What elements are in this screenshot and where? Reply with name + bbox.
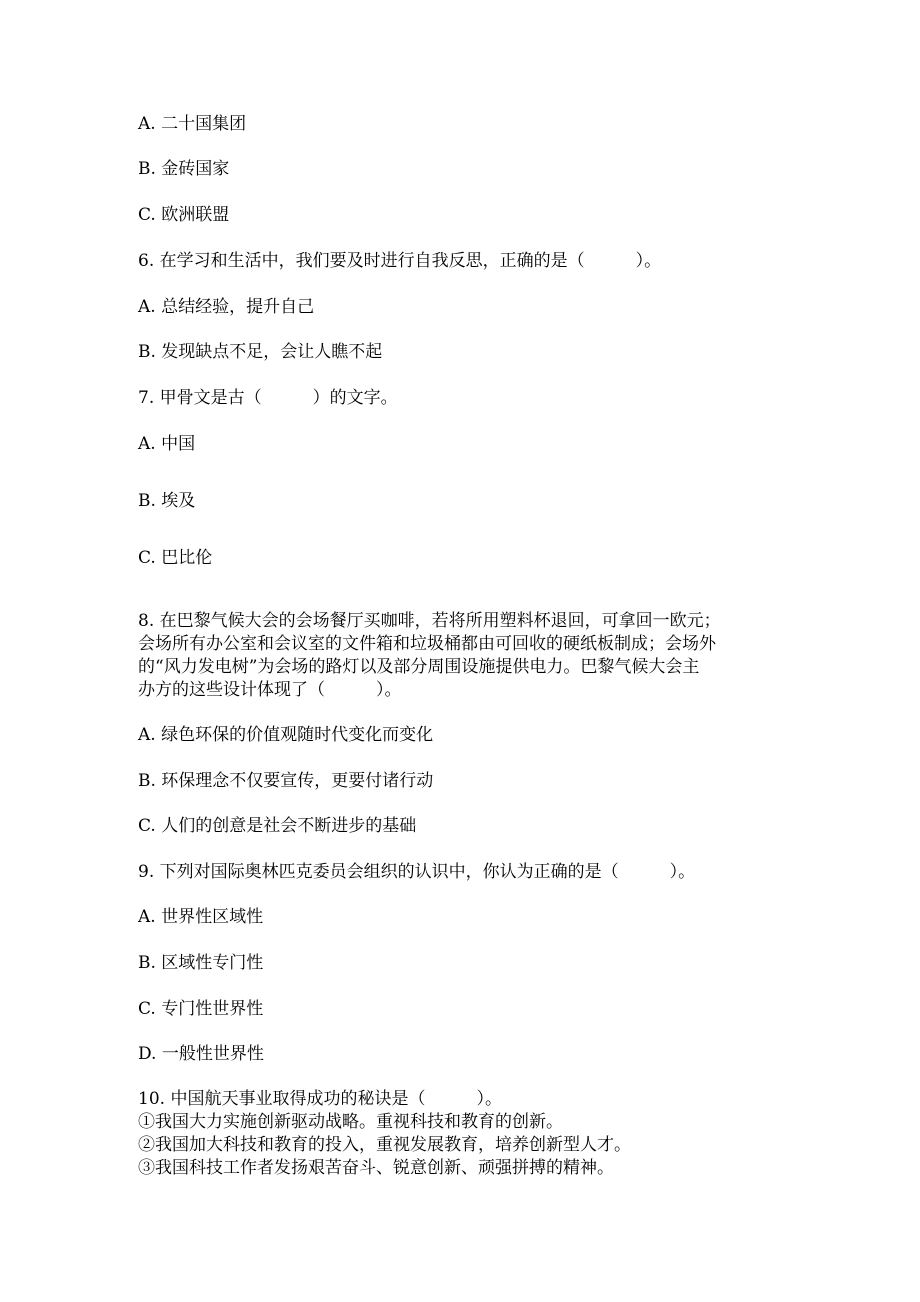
q6-option-a: A. 总结经验，提升自己 — [138, 297, 315, 317]
q10-statement-2: ②我国加大科技和教育的投入，重视发展教育，培养创新型人才。 — [138, 1135, 631, 1155]
q9-option-a: A. 世界性区域性 — [138, 907, 264, 927]
q8-stem-line: 的“风力发电树”为会场的路灯以及部分周围设施提供电力。巴黎气候大会主 — [138, 657, 700, 677]
q9-stem: 9. 下列对国际奥林匹克委员会组织的认识中，你认为正确的是（ ）。 — [138, 862, 696, 882]
q7-option-a: A. 中国 — [138, 434, 196, 454]
q9-option-b: B. 区域性专门性 — [138, 953, 264, 973]
q10-block — [138, 1088, 788, 1180]
q5-option-c: C. 欧洲联盟 — [138, 205, 230, 225]
q9-option-c: C. 专门性世界性 — [138, 999, 264, 1019]
q10-stem: 10. 中国航天事业取得成功的秘诀是（ ）。 — [138, 1089, 502, 1109]
q5-option-b: B. 金砖国家 — [138, 159, 230, 179]
q8-option-a: A. 绿色环保的价值观随时代变化而变化 — [138, 725, 434, 745]
q8-stem — [138, 610, 788, 702]
q7-option-c: C. 巴比伦 — [138, 548, 213, 568]
q8-stem-line: 8. 在巴黎气候大会的会场餐厅买咖啡，若将所用塑料杯退回，可拿回一欧元； — [138, 611, 721, 631]
q8-stem-line: 办方的这些设计体现了（ ）。 — [138, 680, 402, 700]
q7-option-b: B. 埃及 — [138, 491, 196, 511]
q8-option-b: B. 环保理念不仅要宣传，更要付诸行动 — [138, 771, 434, 791]
q9-option-d: D. 一般性世界性 — [138, 1044, 264, 1064]
q8-stem-line: 会场所有办公室和会议室的文件箱和垃圾桶都由可回收的硬纸板制成；会场外 — [138, 634, 716, 654]
q8-option-c: C. 人们的创意是社会不断进步的基础 — [138, 816, 417, 836]
q6-stem: 6. 在学习和生活中，我们要及时进行自我反思，正确的是（ ）。 — [138, 251, 662, 271]
q10-statement-1: ①我国大力实施创新驱动战略。重视科技和教育的创新。 — [138, 1112, 563, 1132]
q7-stem: 7. 甲骨文是古（ ）的文字。 — [138, 388, 398, 408]
q10-statement-3: ③我国科技工作者发扬艰苦奋斗、锐意创新、顽强拼搏的精神。 — [138, 1158, 614, 1178]
q5-option-a: A. 二十国集团 — [138, 114, 247, 134]
q6-option-b: B. 发现缺点不足，会让人瞧不起 — [138, 342, 383, 362]
